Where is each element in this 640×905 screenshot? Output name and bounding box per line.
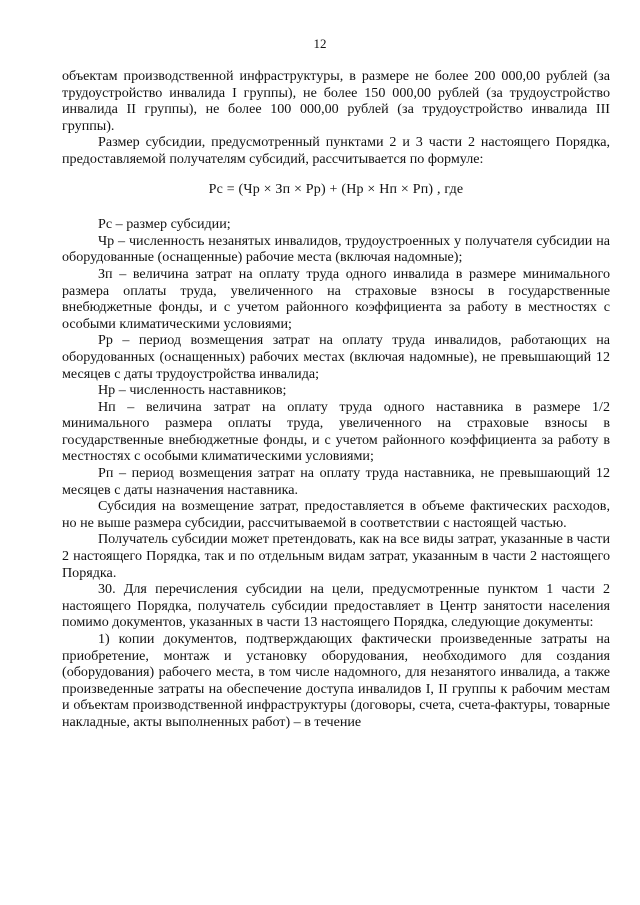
page-number: 12 (313, 36, 327, 51)
paragraph-subsidy-size: Размер субсидии, предусмотренный пунктами 2 и 3 части 2 настоящего Порядка, предоставляемой получателям субсидий, рассчитывается по формуле: (62, 134, 610, 167)
paragraph-subsidy-volume: Субсидия на возмещение затрат, предоставляется в объеме фактических расходов, но не выше размера субсидии, рассчитываемой в соответствии с настоящей частью. (62, 498, 610, 531)
paragraph-cost-types: Получатель субсидии может претендовать, как на все виды затрат, указанные в части 2 настоящего Порядка, так и по отдельным видам затрат, указанным в части 2 настоящего Порядка. (62, 531, 610, 581)
paragraph-documents-list-1: 1) копии документов, подтверждающих фактически произведенные затраты на приобретение, монтаж и установку оборудования, необходимого для создания (оборудования) рабочего места, в том числе надомного, для незанятого инвалида, а также произведенные затраты на обеспечение доступа инвалидов I, II группы к рабочим местам и объектам производственной инфраструктуры (договоры, счета, счета-фактуры, товарные накладные, акты выполненных работ) – в течение (62, 631, 610, 730)
definition-rs: Рс – размер субсидии; (98, 216, 231, 233)
definition-rr: Рр – период возмещения затрат на оплату труда инвалидов, работающих на оборудованных (оснащенных) рабочих местах (включая надомные), не превышающий 12 месяцев с даты трудоустройства инвалида; (62, 332, 610, 382)
document-body (62, 68, 610, 731)
paragraph-item-30: 30. Для перечисления субсидии на цели, предусмотренные пунктом 1 части 2 настоящего Порядка, получатель субсидии предоставляет в Центр занятости населения помимо документов, указанных в части 13 настоящего Порядка, следующие документы: (62, 581, 610, 631)
definition-np: Нп – величина затрат на оплату труда одного наставника в размере 1/2 минимального размера оплаты труда, увеличенного на страховые взносы в государственные внебюджетные фонды, и с учетом районного коэффициента за работу в местностях с особыми климатическими условиями; (62, 398, 610, 465)
paragraph-infrastructure-amounts: объектам производственной инфраструктуры, в размере не более 200 000,00 рублей (за трудоустройство инвалида I группы), не более 150 000,00 рублей (за трудоустройство инвалида II группы), не более 100 000,00 рублей (за трудоустройство инвалида III группы). (62, 68, 610, 134)
definition-nr: Нр – численность наставников; (98, 382, 287, 399)
definition-rp: Рп – период возмещения затрат на оплату труда наставника, не превышающий 12 месяцев с даты назначения наставника. (62, 465, 610, 498)
definition-zp: Зп – величина затрат на оплату труда одного инвалида в размере минимального размера оплаты труда, увеличенного на страховые взносы в государственные внебюджетные фонды, и с учетом районного коэффициента за работу в местностях с особыми климатическими условиями; (62, 265, 610, 332)
definition-chr: Чр – численность незанятых инвалидов, трудоустроенных у получателя субсидии на оборудованные (оснащенные) рабочие места (включая надомные); (62, 232, 610, 266)
subsidy-formula: Pс = (Чр × Зп × Рр) + (Нр × Нп × Рп) , где (208, 181, 464, 197)
